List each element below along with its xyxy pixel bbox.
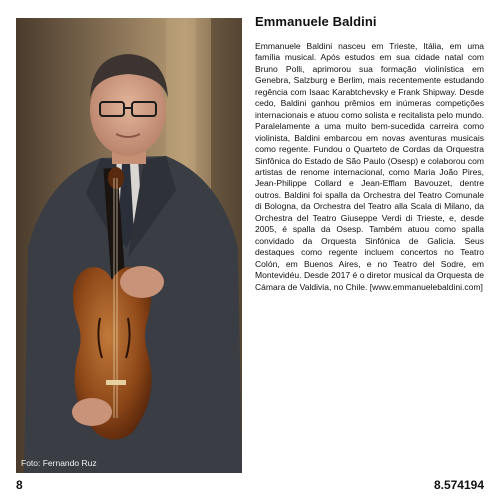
artist-name: Emmanuele Baldini [255, 14, 377, 29]
photo-credit: Foto: Fernando Ruz [21, 458, 97, 468]
page-number: 8 [16, 478, 23, 492]
portrait-image [16, 18, 242, 473]
artist-biography: Emmanuele Baldini nasceu em Trieste, Itália, em uma família musical. Após estudos em sua cidade natal com Bruno Polli, aprimorou sua formação violinística em Genebra, Salzburg e Berlim, mais recentemente estudando regência com Isaac Karabtchevsky e Frank Shipway. Desde cedo, Baldini ganhou prêmios em inúmeras competições internacionais e atuou como solista e recitalista pelo mundo. Paralelamente a uma muito bem-sucedida carreira como violinista, Baldini embarcou em novas aventuras musicais como regente. Fundou o Quarteto de Cordas da Orquestra Sinfônica do Estado de São Paulo (Osesp) e colaborou com artistas de renome internacional, como Maria João Pires, Jean-Philippe Collard e Jean-Efflam Bavouzet, dentre outros. Baldini foi spalla da Orchestra del Teatro Comunale di Bologna, da Orchestra del Teatro alla Scala di Milano, da Orchestra del Teatro Giuseppe Verdi di Trieste, e, desde 2005, é spalla da Osesp. Também atuou como spalla convidado da Orquesta Sinfónica de Galicia. Seus destaques como regente incluem concertos no Teatro Colón, em Buenos Aires, e no Teatro del Sodre, em Montevidéu. Desde 2017 é o diretor musical da Orquesta de Cámara de Valdivia, no Chile. [www.emmanuelebaldini.com] [255, 41, 484, 292]
artist-photo [16, 18, 242, 473]
catalog-number: 8.574194 [433, 478, 484, 492]
